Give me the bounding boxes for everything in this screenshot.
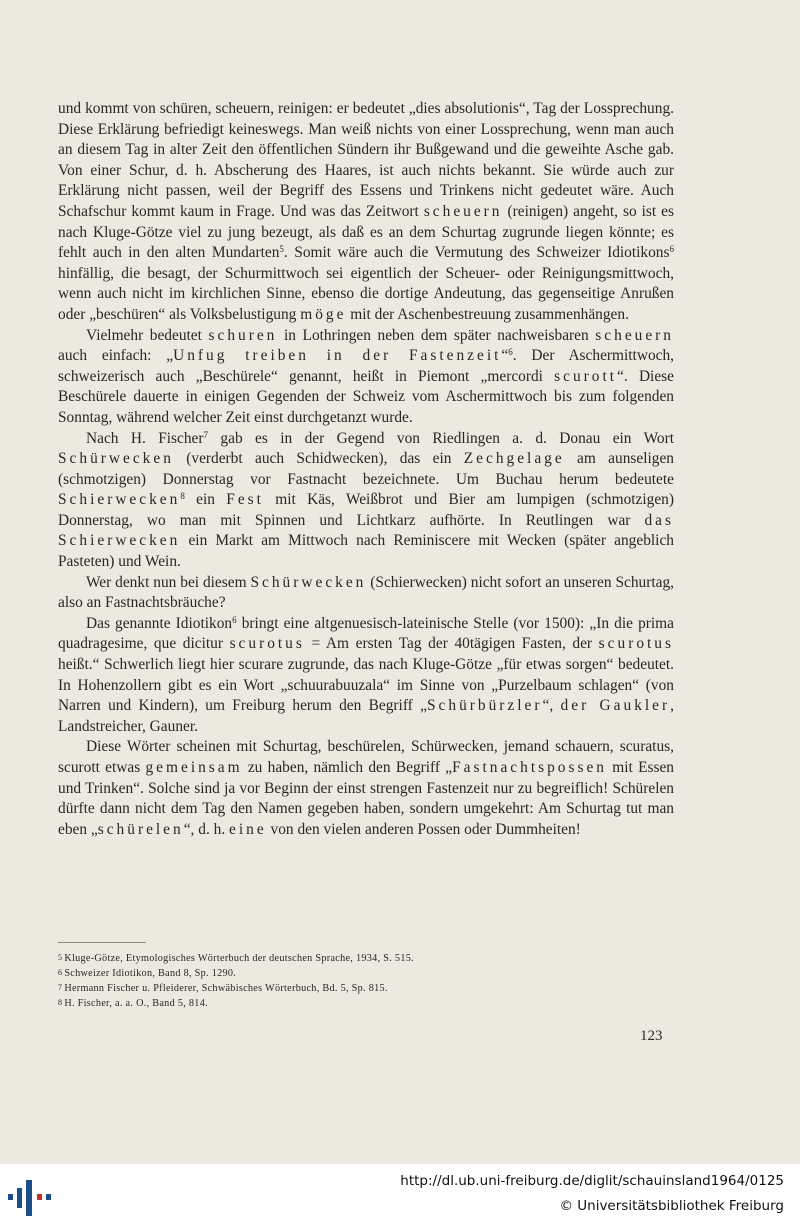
- footnote-divider: [58, 942, 146, 943]
- spaced-term: schuren: [208, 326, 278, 344]
- spaced-term: das Schierwecken: [58, 511, 674, 550]
- spaced-term: gemeinsam: [145, 759, 243, 776]
- footnote: 7 Hermann Fischer u. Pfleiderer, Schwäbisches Wörterbuch, Bd. 5, Sp. 815.: [58, 983, 388, 994]
- spaced-term: scurott: [554, 367, 618, 385]
- permalink-url[interactable]: http://dl.ub.uni-freiburg.de/diglit/schauinsland1964/0125: [400, 1173, 784, 1189]
- footnote: 8 H. Fischer, a. a. O., Band 5, 814.: [58, 998, 208, 1009]
- paragraph: Das genannte Idiotikon$^6$ bringt eine altgenuesisch-lateinische Stelle (vor 1500): „In die prima quadragesime, que dicitur scurotus = Am ersten Tag der 40tägigen Fasten, der scurotus heißt.“ Schwerlich liegt hier scurare zugrunde, das nach Kluge-Götze „für etwas sorgen“ bedeutet. In Hohenzollern gibt es ein Wort „schuurabuuzala“ im Sinne von „Purzelbaum schlagen“ (von Narren und Kindern), um Freiburg herum den Begriff „Schürbürzler“, der Gaukler, Landstreicher, Gauner.: [58, 614, 674, 735]
- spaced-term: scurotus: [598, 635, 674, 653]
- paragraph: Vielmehr bedeutet schuren in Lothringen neben dem später nachweisbaren scheuern auch einfach: „Unfug treiben in der Fastenzeit“$^6$. Der Aschermittwoch, schweizerisch auch „Beschürele“ genannt, heißt in Piemont „mercordi scurott“. Diese Beschürele dauerte in einigen Gegenden der Schweiz vom Aschermittwoch bis zum folgenden Sonntag, während welcher Zeit einst durchgetanzt wurde.: [58, 326, 675, 426]
- spaced-term: Schierwecken: [58, 491, 181, 509]
- footnotes: [58, 951, 674, 1011]
- footnote-ref: 6: [508, 347, 513, 358]
- paragraph: Wer denkt nun bei diesem Schürwecken (Schierwecken) nicht sofort an unseren Schurtag, also an Fastnachtsbräuche?: [58, 573, 675, 612]
- footnote-ref: 5: [279, 244, 284, 255]
- spaced-term: möge: [300, 305, 347, 323]
- spaced-term: Unfug treiben in der Fastenzeit: [173, 347, 502, 365]
- spaced-term: eine: [229, 820, 267, 838]
- page-number: 123: [640, 1028, 663, 1044]
- footnote: 6 Schweizer Idiotikon, Band 8, Sp. 1290.: [58, 968, 237, 979]
- paragraph: Nach H. Fischer$^7$ gab es in der Gegend von Riedlingen a. d. Donau ein Wort Schürwecken (verderbt auch Schidwecken), das ein Zechgelage am aunseligen (schmotzigen) Donnerstag vor Fastnacht bezeichnete. Um Buchau herum bedeutete Schierwecken$^8$ ein Fest mit Käs, Weißbrot und Bier am lumpigen (schmotzigen) Donnerstag, wo man mit Spinnen und Lichtkarz aufhörte. In Reutlingen war das Schierwecken ein Markt am Mittwoch nach Reminiscere mit Wecken (später angeblich Pasteten) und Wein.: [58, 429, 675, 571]
- spaced-term: Zechgelage: [463, 450, 565, 468]
- spaced-term: der Gaukler: [560, 697, 671, 715]
- copyright-notice: © Universitätsbibliothek Freiburg: [559, 1198, 784, 1214]
- footnote-ref: 6: [669, 244, 674, 255]
- spaced-term: Fastnachtspossen: [452, 759, 607, 776]
- spaced-term: scurotus: [229, 635, 305, 653]
- body-text: [58, 99, 674, 840]
- spaced-term: scheuern: [595, 326, 674, 344]
- footnote-ref: 6: [232, 614, 237, 625]
- footnote-ref: 7: [203, 429, 209, 440]
- spaced-term: Schürwecken: [58, 450, 174, 468]
- spaced-term: schürelen: [97, 820, 184, 838]
- paragraph: und kommt von schüren, scheuern, reinigen: er bedeutet „dies absolutionis“, Tag der Lossprechung. Diese Erklärung befriedigt keineswegs. Man weiß nichts von einer Lossprechung, wenn man auch an diesem Tag in alter Zeit den öffentlichen Sündern ihr Bußgewand und die geweihte Asche gab. Von einer Schur, d. h. Abscherung des Haares, ist auch nichts bekannt. Sie würde auch zur Erklärung nicht passen, weil der Begriff des Essens und Trinkens nicht gedeutet wäre. Auch Schafschur kommt kaum in Frage. Und was das Zeitwort scheuern (reinigen) angeht, so ist es nach Kluge-Götze viel zu jung bezeugt, als daß es an dem Schurtag zugrunde liegen könnte; es fehlt auch in den alten Mundarten$^5$. Somit wäre auch die Vermutung des Schweizer Idiotikons$^6$ hinfällig, die besagt, der Schurmittwoch sei eigentlich der Scheuer- oder Reinigungsmittwoch, wenn auch nicht im kirchlichen Sinne, ebenso die dortige Andeutung, das gegenseitige Anrußen oder „beschüren“ als Volksbelustigung möge mit der Aschenbestreuung zusammenhängen.: [58, 100, 675, 323]
- spaced-term: Fest: [226, 491, 264, 509]
- footnote-ref: 8: [180, 491, 185, 502]
- paragraph: Diese Wörter scheinen mit Schurtag, beschürelen, Schürwecken, jemand schauern, scuratus, scurott etwas gemeinsam zu haben, nämlich den Begriff „Fastnachtspossen mit Essen und Trinken“. Solche sind ja vor Beginn der einst strengen Fastenzeit nur zu begreiflich! Schürelen dürfte dann nicht dem Tag den Namen gegeben haben, sondern umgekehrt: Am Schurtag tut man eben „schürelen“, d. h. eine von den vielen anderen Possen oder Dummheiten!: [58, 738, 674, 838]
- library-footer: [0, 1164, 800, 1224]
- spaced-term: Schürbürzler: [427, 697, 543, 715]
- spaced-term: Schürwecken: [250, 573, 367, 591]
- footnote: 5 Kluge-Götze, Etymologisches Wörterbuch der deutschen Sprache, 1934, S. 515.: [58, 953, 414, 964]
- spaced-term: scheuern: [423, 202, 503, 220]
- ub-freiburg-logo-icon[interactable]: [8, 1172, 52, 1216]
